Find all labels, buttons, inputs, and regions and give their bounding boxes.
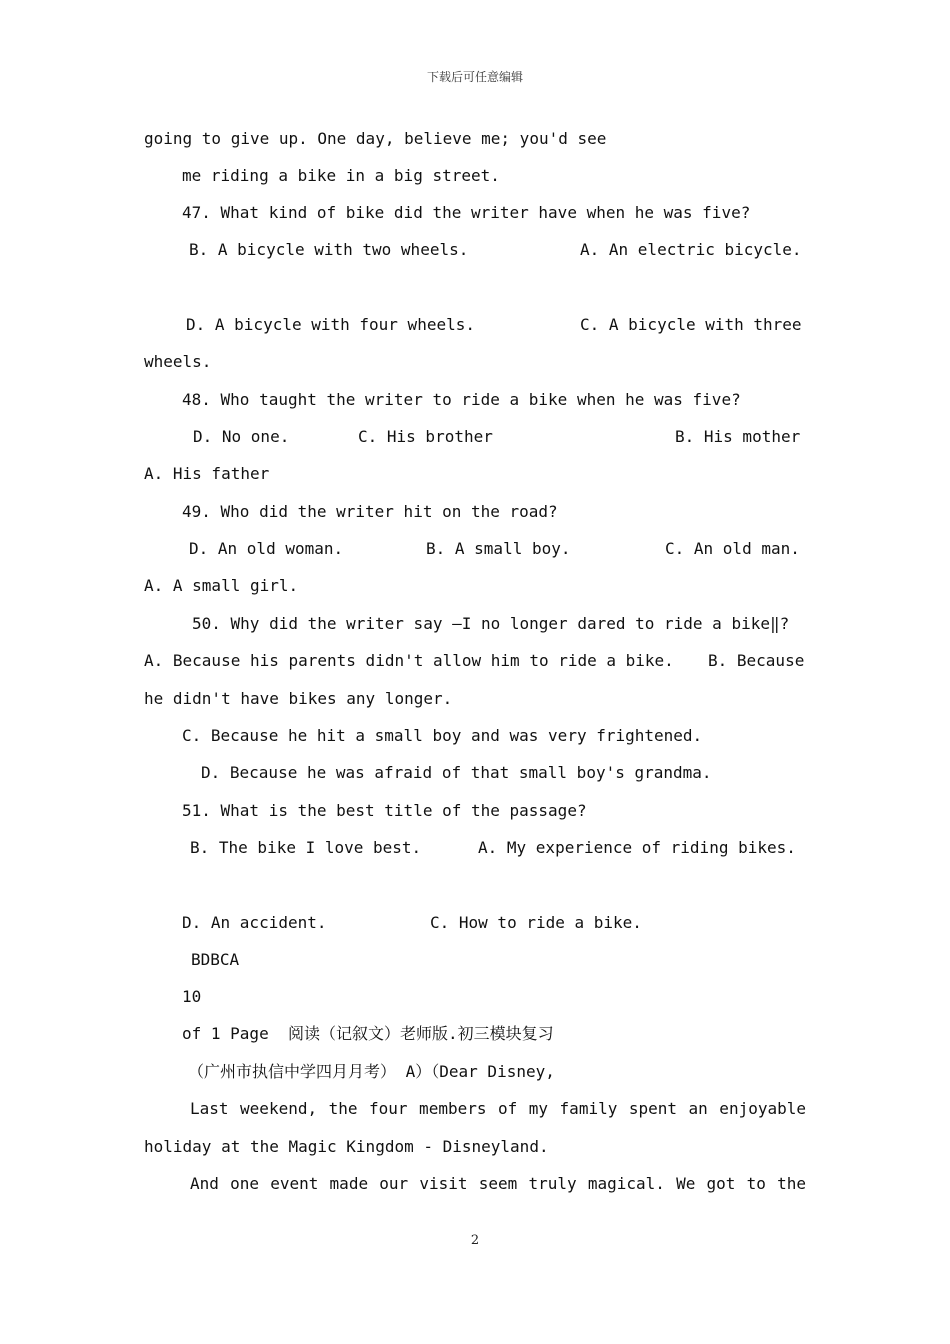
option-47-a: A. An electric bicycle. — [580, 240, 802, 259]
option-50-b: B. Because — [708, 651, 805, 670]
option-50-b-continued: he didn't have bikes any longer. — [144, 689, 453, 708]
question-48: 48. Who taught the writer to ride a bike when he was five? — [182, 390, 741, 409]
option-49-c: C. An old man. — [665, 539, 800, 558]
option-47-c: C. A bicycle with three — [580, 315, 802, 334]
option-48-d: D. No one. — [193, 427, 290, 446]
page-number: 2 — [470, 1233, 480, 1248]
passage-line: Last weekend, the four members of my family spent an enjoyable — [190, 1099, 806, 1118]
page-count-number: 10 — [182, 987, 202, 1006]
question-47: 47. What kind of bike did the writer have when he was five? — [182, 203, 751, 222]
option-51-a: A. My experience of riding bikes. — [478, 838, 796, 857]
option-51-c: C. How to ride a bike. — [430, 913, 642, 932]
page-header: 下载后可任意编辑 — [426, 70, 523, 84]
option-51-d: D. An accident. — [182, 913, 327, 932]
option-48-b: B. His mother — [675, 427, 801, 446]
section-title: of 1 Page 阅读（记叙文）老师版.初三模块复习 — [182, 1024, 554, 1043]
option-49-b: B. A small boy. — [426, 539, 571, 558]
option-47-d: D. A bicycle with four wheels. — [186, 315, 475, 334]
option-49-d: D. An old woman. — [189, 539, 344, 558]
option-51-b: B. The bike I love best. — [190, 838, 422, 857]
question-51: 51. What is the best title of the passage? — [182, 801, 587, 820]
passage-source: （广州市执信中学四月月考） A）（Dear Disney, — [188, 1062, 555, 1081]
option-50-a: A. Because his parents didn't allow him to ride a bike. — [144, 651, 674, 670]
option-50-c: C. Because he hit a small boy and was very frightened. — [182, 726, 703, 745]
text-line: me riding a bike in a big street. — [182, 166, 500, 185]
option-50-d: D. Because he was afraid of that small boy's grandma. — [201, 763, 712, 782]
option-49-a: A. A small girl. — [144, 576, 299, 595]
text-line: going to give up. One day, believe me; you'd see — [144, 129, 607, 148]
option-48-c: C. His brother — [358, 427, 493, 446]
option-47-b: B. A bicycle with two wheels. — [189, 240, 469, 259]
passage-line: holiday at the Magic Kingdom - Disneyland. — [144, 1137, 549, 1156]
question-50: 50. Why did the writer say —I no longer dared to ride a bike‖? — [192, 614, 790, 633]
passage-line: And one event made our visit seem truly magical. We got to the — [190, 1174, 806, 1193]
option-48-a: A. His father — [144, 464, 270, 483]
option-47-c-continued: wheels. — [144, 352, 212, 371]
question-49: 49. Who did the writer hit on the road? — [182, 502, 558, 521]
answer-key: BDBCA — [191, 950, 240, 969]
